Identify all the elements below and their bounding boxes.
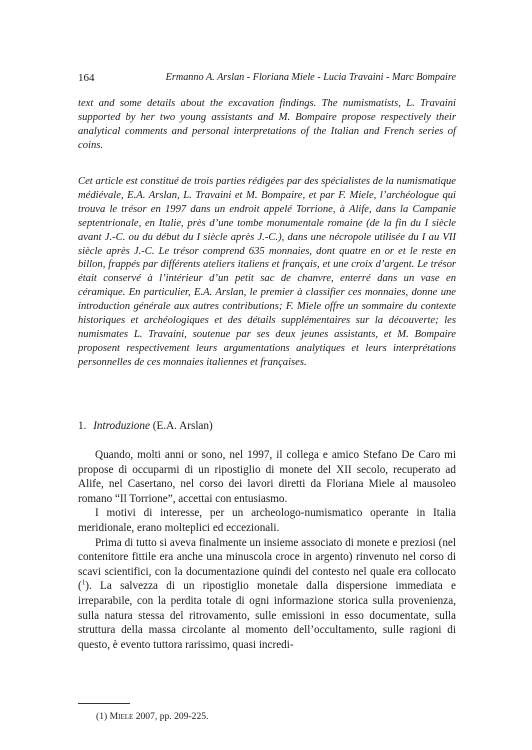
section-title: Introduzione [93,420,150,432]
running-authors: Ermanno A. Arslan - Floriana Miele - Lucia Travaini - Marc Bompaire [165,72,456,83]
body-text [78,448,456,652]
paragraph-2: I motivi di interesse, per un archeologo-numismatico operante in Italia meridionale, erano molteplici ed eccezionali. [78,507,456,534]
paragraph-1: Quando, molti anni or sono, nel 1997, il collega e amico Stefano De Caro mi propose di occuparmi di un ripostiglio di monete del XII secolo, recuperato ad Alife, nel Casertano, nel corso dei lavori diretti da Floriana Miele al mausoleo romano “Il Torrione”, accettai con entusiasmo. [78,449,456,505]
footnote [96,711,446,723]
section-heading [78,419,456,433]
footnote-reference-text: 2007, pp. 209-225. [135,711,209,722]
footnote-rule [78,703,130,704]
abstract-english: text and some details about the excavation findings. The numismatists, L. Travaini supported by her two young assistants and M. Bompaire propose respectively their analytical comments and personal interpretations of the Italian and French series of coins. [78,98,456,151]
footnote-reference[interactable]: 1 [81,578,86,587]
paragraph-3 [78,536,456,653]
paragraph-3-start: Prima di tutto si aveva finalmente un insieme associato di monete e preziosi (nel contenitore fittile era anche una minuscola croce in argento) rinvenuto nel corso di scavi scientifici, con la documentazione quindi del contesto nel quale era collocato ( [78,536,456,593]
section-number: 1. [78,420,87,432]
section-author: (E.A. Arslan) [152,420,213,432]
footnote-marker: (1) [96,711,108,722]
abstract-french: Cet article est constitué de trois parties rédigées par des spécialistes de la numismatique médiévale, E.A. Arslan, L. Travaini et M. Bompaire, et par F. Miele, l’archéologue qui trouva le trésor en 1997 dans un endroit appelé Torrione, à Alife, dans la Campanie septentrionale, en Italie, près d’une tombe monumentale romaine (de la fin du I siècle avant J.-C. ou du début du I siècle après J.-C.), dans une nécropole utilisée du I au VII siècle après J.-C. Le trésor comprend 635 monnaies, dont quatre en or et le reste en billon, frappés par différents ateliers italiens et français, et une croix d’argent. Le trésor était conservé à l’intérieur d’un petit sac de chanvre, enterré dans un vase en céramique. En particulier, E.A. Arslan, le premier à classifier ces monnaies, donne une introduction générale aux autres contributions; F. Miele offre un sommaire du contexte historiques et archéologiques et des détails supplémentaires sur la découverte; les numismates L. Travaini, soutenue par ses deux jeunes assistants, et M. Bompaire proposent respectivement leurs argumentations analytiques et leurs interprétations personnelles de ces monnaies italiennes et françaises. [78,176,456,368]
footnote-author: Miele [109,711,134,722]
page-number: 164 [78,72,95,84]
running-header [78,71,456,85]
paragraph-3-end: ). La salvezza di un ripostiglio monetale dalla dispersione immediata e irreparabile, con la perdita totale di ogni informazione storica sulla provenienza, sulla natura stessa del ritrovamento, sulle emissioni in esso documentate, sulla struttura della massa circolante al momento dell’occultamento, sulle ragioni di questo, è evento tuttora rarissimo, quasi incredi- [78,580,456,651]
